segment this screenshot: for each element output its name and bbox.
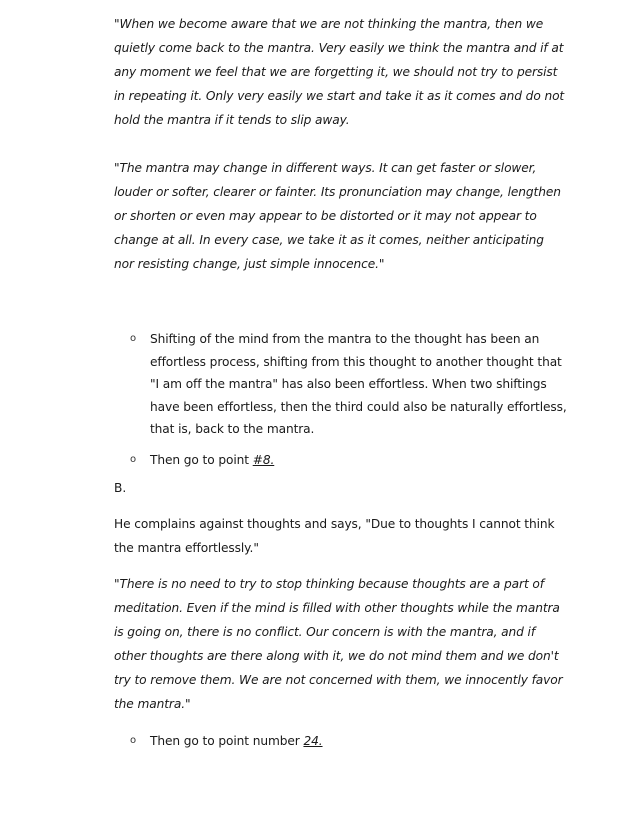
complaint-paragraph: He complains against thoughts and says, "Due to thoughts I cannot think the mantra effortlessly." bbox=[114, 517, 555, 555]
quote-paragraph-2: "The mantra may change in different ways. It can get faster or slower, louder or softer, clearer or fainter. Its pronunciation may change, lengthen or shorten or even may appear to be distorted or it may not appear to change at all. In every case, we take it as it comes, neither anticipating nor resisting change, just simple innocence." bbox=[114, 161, 561, 271]
bullet-text: Shifting of the mind from the mantra to the thought has been an effortless process, shifting from this thought to another thought that "I am off the mantra" has also been effortless. When two shiftings have been effortless, then the third could also be naturally effortless, that is, back to the mantra. bbox=[150, 332, 567, 436]
list-item bbox=[114, 730, 574, 753]
section-heading-b: B. bbox=[114, 481, 127, 495]
point-link[interactable]: #8. bbox=[252, 452, 275, 467]
bullet-text: Then go to point bbox=[150, 452, 253, 467]
point-link[interactable]: 24. bbox=[303, 734, 323, 748]
list-item bbox=[114, 328, 574, 441]
list-item bbox=[114, 449, 574, 472]
quote-paragraph-1: "When we become aware that we are not thinking the mantra, then we quietly come back to the mantra. Very easily we think the mantra and if at any moment we feel that we are forgetting it, we should not try to persist in repeating it. Only very easily we start and take it as it comes and do not hold the mantra if it tends to slip away. bbox=[114, 17, 565, 127]
bullet-text: Then go to point number bbox=[150, 734, 304, 748]
quote-paragraph-3: "There is no need to try to stop thinking because thoughts are a part of meditation. Even if the mind is filled with other thoughts while the mantra is going on, there is no conflict. Our concern is with the mantra, and if other thoughts are there along with it, we do not mind them and we don't try to remove them. We are not concerned with them, we innocently favor the mantra." bbox=[114, 577, 563, 711]
bullet-marker: o bbox=[130, 735, 137, 746]
bullet-list-b bbox=[114, 730, 574, 753]
bullet-marker: o bbox=[130, 453, 137, 465]
bullet-list-a bbox=[114, 328, 574, 471]
bullet-marker: o bbox=[130, 333, 137, 344]
